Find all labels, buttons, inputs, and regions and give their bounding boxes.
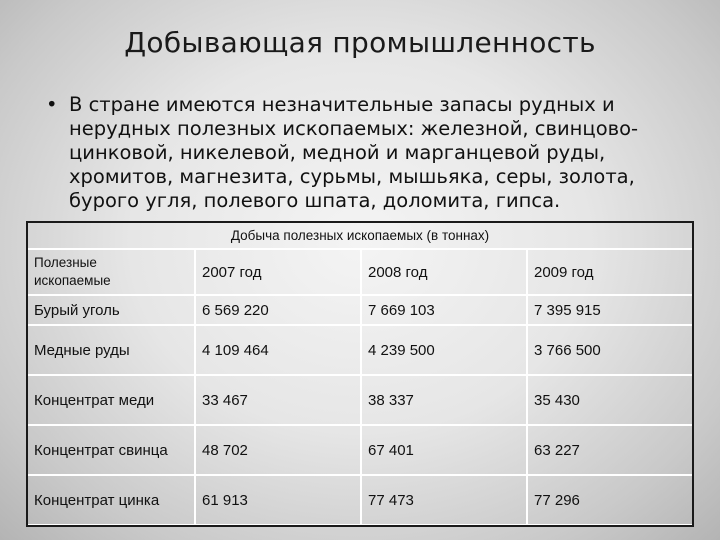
- bullet-paragraph: [46, 93, 696, 213]
- header-minerals-line2: ископаемые: [34, 273, 111, 288]
- bullet-text: [69, 93, 696, 213]
- row-mineral-name: Медные руды: [27, 325, 195, 375]
- table-caption-row: [27, 222, 693, 249]
- row-value: 6 569 220: [195, 295, 361, 325]
- row-value: 3 766 500: [527, 325, 693, 375]
- table-row: [27, 375, 693, 425]
- header-year-2009: 2009 год: [527, 249, 693, 295]
- header-year-2007: 2007 год: [195, 249, 361, 295]
- bullet-line: нерудных полезных ископаемых: железной, свинцово-: [69, 117, 639, 140]
- row-mineral-name: Концентрат свинца: [27, 425, 195, 475]
- row-value: 67 401: [361, 425, 527, 475]
- bullet-marker: •: [46, 93, 58, 116]
- header-minerals-line1: Полезные: [34, 255, 97, 270]
- row-value: 4 109 464: [195, 325, 361, 375]
- table-row: [27, 475, 693, 525]
- bullet-line: цинковой, никелевой, медной и марганцевой руды,: [69, 141, 606, 164]
- row-mineral-name: Концентрат меди: [27, 375, 195, 425]
- row-value: 35 430: [527, 375, 693, 425]
- table-row: [27, 295, 693, 325]
- row-value: 48 702: [195, 425, 361, 475]
- row-mineral-name: Бурый уголь: [27, 295, 195, 325]
- row-value: 4 239 500: [361, 325, 527, 375]
- header-year-2008: 2008 год: [361, 249, 527, 295]
- row-value: 38 337: [361, 375, 527, 425]
- table-row: [27, 425, 693, 475]
- bullet-line: хромитов, магнезита, сурьмы, мышьяка, серы, золота,: [69, 165, 635, 188]
- header-minerals: [27, 249, 195, 295]
- row-mineral-name: Концентрат цинка: [27, 475, 195, 525]
- row-value: 61 913: [195, 475, 361, 525]
- row-value: 7 669 103: [361, 295, 527, 325]
- row-value: 63 227: [527, 425, 693, 475]
- table-row: [27, 325, 693, 375]
- bullet-line: бурого угля, полевого шпата, доломита, гипса.: [69, 189, 561, 212]
- bullet-line: В стране имеются незначительные запасы рудных и: [69, 93, 615, 116]
- table-header-row: [27, 249, 693, 295]
- row-value: 7 395 915: [527, 295, 693, 325]
- row-value: 77 473: [361, 475, 527, 525]
- row-value: 77 296: [527, 475, 693, 525]
- slide-title: Добывающая промышленность: [124, 26, 596, 59]
- table-caption: Добыча полезных ископаемых (в тоннах): [27, 222, 693, 249]
- row-value: 33 467: [195, 375, 361, 425]
- mining-table: [26, 221, 694, 526]
- mining-table-container: [26, 221, 692, 526]
